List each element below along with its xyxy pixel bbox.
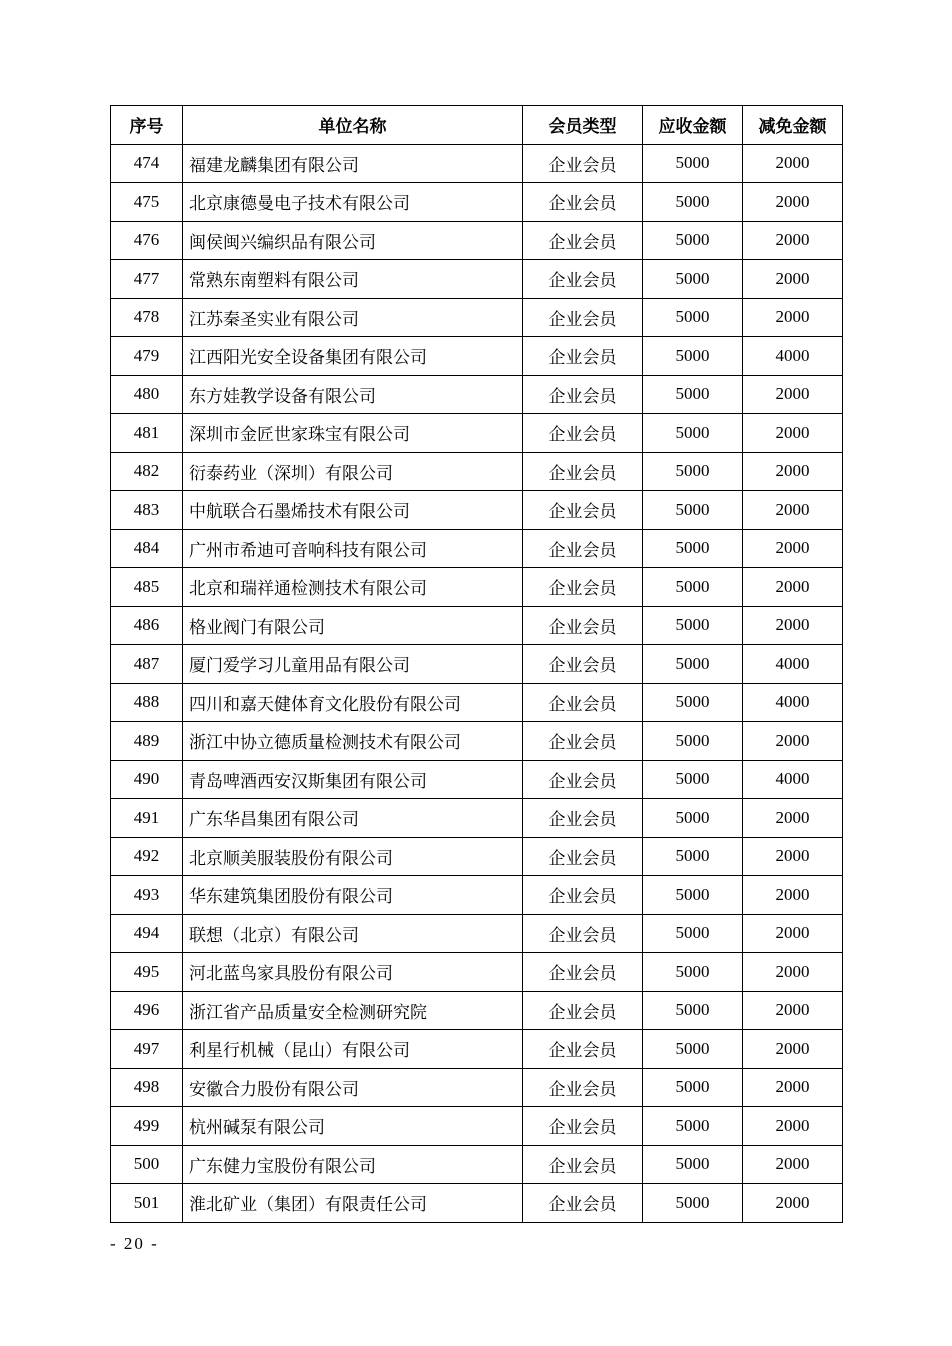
cell-seq: 487 — [111, 645, 183, 684]
cell-member-type: 企业会员 — [523, 452, 643, 491]
table-row — [111, 876, 843, 915]
table-row — [111, 991, 843, 1030]
cell-reduction-amount: 4000 — [743, 683, 843, 722]
cell-member-type: 企业会员 — [523, 876, 643, 915]
table-row — [111, 260, 843, 299]
cell-unit-name: 北京康德曼电子技术有限公司 — [183, 183, 523, 222]
cell-seq: 485 — [111, 568, 183, 607]
cell-due-amount: 5000 — [643, 529, 743, 568]
table-row — [111, 529, 843, 568]
cell-seq: 493 — [111, 876, 183, 915]
cell-unit-name: 格业阀门有限公司 — [183, 606, 523, 645]
cell-due-amount: 5000 — [643, 876, 743, 915]
cell-unit-name: 河北蓝鸟家具股份有限公司 — [183, 953, 523, 992]
cell-reduction-amount: 2000 — [743, 298, 843, 337]
cell-reduction-amount: 2000 — [743, 799, 843, 838]
cell-reduction-amount: 2000 — [743, 953, 843, 992]
cell-unit-name: 深圳市金匠世家珠宝有限公司 — [183, 414, 523, 453]
cell-seq: 495 — [111, 953, 183, 992]
table-row — [111, 722, 843, 761]
cell-due-amount: 5000 — [643, 260, 743, 299]
cell-reduction-amount: 2000 — [743, 914, 843, 953]
cell-member-type: 企业会员 — [523, 491, 643, 530]
cell-member-type: 企业会员 — [523, 837, 643, 876]
cell-reduction-amount: 2000 — [743, 1184, 843, 1223]
cell-seq: 483 — [111, 491, 183, 530]
table-row — [111, 144, 843, 183]
cell-due-amount: 5000 — [643, 1184, 743, 1223]
cell-member-type: 企业会员 — [523, 760, 643, 799]
cell-seq: 484 — [111, 529, 183, 568]
cell-unit-name: 四川和嘉天健体育文化股份有限公司 — [183, 683, 523, 722]
cell-member-type: 企业会员 — [523, 1184, 643, 1223]
cell-reduction-amount: 2000 — [743, 1030, 843, 1069]
cell-member-type: 企业会员 — [523, 914, 643, 953]
cell-seq: 480 — [111, 375, 183, 414]
cell-member-type: 企业会员 — [523, 799, 643, 838]
cell-reduction-amount: 2000 — [743, 529, 843, 568]
cell-member-type: 企业会员 — [523, 1030, 643, 1069]
cell-unit-name: 北京和瑞祥通检测技术有限公司 — [183, 568, 523, 607]
cell-due-amount: 5000 — [643, 760, 743, 799]
cell-seq: 490 — [111, 760, 183, 799]
table-body — [111, 144, 843, 1222]
table-row — [111, 1184, 843, 1223]
cell-reduction-amount: 2000 — [743, 991, 843, 1030]
cell-seq: 488 — [111, 683, 183, 722]
cell-unit-name: 中航联合石墨烯技术有限公司 — [183, 491, 523, 530]
table-row — [111, 1030, 843, 1069]
cell-due-amount: 5000 — [643, 1030, 743, 1069]
cell-unit-name: 青岛啤酒西安汉斯集团有限公司 — [183, 760, 523, 799]
cell-reduction-amount: 2000 — [743, 183, 843, 222]
cell-seq: 501 — [111, 1184, 183, 1223]
cell-member-type: 企业会员 — [523, 221, 643, 260]
cell-unit-name: 厦门爱学习儿童用品有限公司 — [183, 645, 523, 684]
cell-due-amount: 5000 — [643, 953, 743, 992]
cell-seq: 486 — [111, 606, 183, 645]
cell-reduction-amount: 2000 — [743, 414, 843, 453]
cell-unit-name: 浙江中协立德质量检测技术有限公司 — [183, 722, 523, 761]
membership-fee-table — [110, 105, 843, 1223]
cell-member-type: 企业会员 — [523, 953, 643, 992]
cell-reduction-amount: 2000 — [743, 1068, 843, 1107]
table-row — [111, 452, 843, 491]
cell-unit-name: 杭州碱泵有限公司 — [183, 1107, 523, 1146]
cell-member-type: 企业会员 — [523, 375, 643, 414]
table-row — [111, 837, 843, 876]
cell-due-amount: 5000 — [643, 683, 743, 722]
table-row — [111, 183, 843, 222]
cell-reduction-amount: 2000 — [743, 1107, 843, 1146]
cell-reduction-amount: 2000 — [743, 144, 843, 183]
cell-due-amount: 5000 — [643, 375, 743, 414]
table-header — [111, 106, 843, 145]
cell-unit-name: 东方娃教学设备有限公司 — [183, 375, 523, 414]
cell-unit-name: 浙江省产品质量安全检测研究院 — [183, 991, 523, 1030]
cell-due-amount: 5000 — [643, 914, 743, 953]
cell-reduction-amount: 2000 — [743, 876, 843, 915]
cell-seq: 489 — [111, 722, 183, 761]
cell-unit-name: 淮北矿业（集团）有限责任公司 — [183, 1184, 523, 1223]
cell-member-type: 企业会员 — [523, 260, 643, 299]
cell-seq: 498 — [111, 1068, 183, 1107]
cell-unit-name: 广州市希迪可音响科技有限公司 — [183, 529, 523, 568]
cell-member-type: 企业会员 — [523, 606, 643, 645]
cell-member-type: 企业会员 — [523, 1107, 643, 1146]
cell-unit-name: 闽侯闽兴编织品有限公司 — [183, 221, 523, 260]
column-header-member-type: 会员类型 — [523, 106, 643, 145]
cell-member-type: 企业会员 — [523, 414, 643, 453]
cell-seq: 482 — [111, 452, 183, 491]
cell-unit-name: 常熟东南塑料有限公司 — [183, 260, 523, 299]
cell-due-amount: 5000 — [643, 452, 743, 491]
cell-reduction-amount: 2000 — [743, 606, 843, 645]
cell-member-type: 企业会员 — [523, 1145, 643, 1184]
column-header-reduction-amount: 减免金额 — [743, 106, 843, 145]
cell-seq: 478 — [111, 298, 183, 337]
cell-member-type: 企业会员 — [523, 683, 643, 722]
cell-member-type: 企业会员 — [523, 1068, 643, 1107]
cell-member-type: 企业会员 — [523, 337, 643, 376]
cell-seq: 500 — [111, 1145, 183, 1184]
cell-due-amount: 5000 — [643, 337, 743, 376]
cell-member-type: 企业会员 — [523, 568, 643, 607]
cell-member-type: 企业会员 — [523, 645, 643, 684]
table-row — [111, 1068, 843, 1107]
cell-due-amount: 5000 — [643, 298, 743, 337]
cell-reduction-amount: 4000 — [743, 337, 843, 376]
table-row — [111, 914, 843, 953]
column-header-unit-name: 单位名称 — [183, 106, 523, 145]
cell-seq: 499 — [111, 1107, 183, 1146]
column-header-seq: 序号 — [111, 106, 183, 145]
column-header-due-amount: 应收金额 — [643, 106, 743, 145]
cell-member-type: 企业会员 — [523, 183, 643, 222]
table-row — [111, 760, 843, 799]
cell-seq: 479 — [111, 337, 183, 376]
cell-due-amount: 5000 — [643, 991, 743, 1030]
cell-due-amount: 5000 — [643, 568, 743, 607]
table-row — [111, 568, 843, 607]
cell-reduction-amount: 2000 — [743, 375, 843, 414]
cell-unit-name: 安徽合力股份有限公司 — [183, 1068, 523, 1107]
cell-due-amount: 5000 — [643, 645, 743, 684]
table-row — [111, 414, 843, 453]
cell-member-type: 企业会员 — [523, 529, 643, 568]
cell-seq: 477 — [111, 260, 183, 299]
cell-unit-name: 江苏秦圣实业有限公司 — [183, 298, 523, 337]
cell-due-amount: 5000 — [643, 722, 743, 761]
table-row — [111, 491, 843, 530]
cell-reduction-amount: 4000 — [743, 760, 843, 799]
cell-due-amount: 5000 — [643, 837, 743, 876]
cell-seq: 476 — [111, 221, 183, 260]
table-row — [111, 1107, 843, 1146]
cell-unit-name: 华东建筑集团股份有限公司 — [183, 876, 523, 915]
cell-member-type: 企业会员 — [523, 991, 643, 1030]
cell-due-amount: 5000 — [643, 144, 743, 183]
cell-due-amount: 5000 — [643, 606, 743, 645]
cell-seq: 475 — [111, 183, 183, 222]
cell-due-amount: 5000 — [643, 414, 743, 453]
cell-due-amount: 5000 — [643, 1145, 743, 1184]
cell-due-amount: 5000 — [643, 183, 743, 222]
cell-seq: 496 — [111, 991, 183, 1030]
table-row — [111, 606, 843, 645]
cell-seq: 474 — [111, 144, 183, 183]
table-header-row — [111, 106, 843, 145]
cell-member-type: 企业会员 — [523, 144, 643, 183]
table-row — [111, 337, 843, 376]
cell-member-type: 企业会员 — [523, 298, 643, 337]
cell-seq: 492 — [111, 837, 183, 876]
cell-reduction-amount: 2000 — [743, 722, 843, 761]
cell-reduction-amount: 2000 — [743, 837, 843, 876]
cell-due-amount: 5000 — [643, 491, 743, 530]
table-row — [111, 375, 843, 414]
cell-reduction-amount: 2000 — [743, 491, 843, 530]
cell-reduction-amount: 2000 — [743, 221, 843, 260]
cell-seq: 494 — [111, 914, 183, 953]
cell-due-amount: 5000 — [643, 1068, 743, 1107]
table-row — [111, 1145, 843, 1184]
cell-reduction-amount: 2000 — [743, 260, 843, 299]
cell-member-type: 企业会员 — [523, 722, 643, 761]
table-row — [111, 645, 843, 684]
table-row — [111, 298, 843, 337]
cell-unit-name: 利星行机械（昆山）有限公司 — [183, 1030, 523, 1069]
page-number: - 20 - — [110, 1234, 159, 1253]
cell-unit-name: 联想（北京）有限公司 — [183, 914, 523, 953]
cell-unit-name: 江西阳光安全设备集团有限公司 — [183, 337, 523, 376]
cell-due-amount: 5000 — [643, 221, 743, 260]
cell-unit-name: 广东华昌集团有限公司 — [183, 799, 523, 838]
cell-reduction-amount: 2000 — [743, 568, 843, 607]
cell-unit-name: 福建龙麟集团有限公司 — [183, 144, 523, 183]
cell-due-amount: 5000 — [643, 799, 743, 838]
table-row — [111, 221, 843, 260]
cell-seq: 497 — [111, 1030, 183, 1069]
cell-reduction-amount: 4000 — [743, 645, 843, 684]
cell-seq: 481 — [111, 414, 183, 453]
table-row — [111, 683, 843, 722]
cell-reduction-amount: 2000 — [743, 452, 843, 491]
table-row — [111, 799, 843, 838]
cell-unit-name: 广东健力宝股份有限公司 — [183, 1145, 523, 1184]
cell-reduction-amount: 2000 — [743, 1145, 843, 1184]
cell-unit-name: 北京顺美服装股份有限公司 — [183, 837, 523, 876]
cell-seq: 491 — [111, 799, 183, 838]
cell-unit-name: 衍泰药业（深圳）有限公司 — [183, 452, 523, 491]
cell-due-amount: 5000 — [643, 1107, 743, 1146]
table-row — [111, 953, 843, 992]
